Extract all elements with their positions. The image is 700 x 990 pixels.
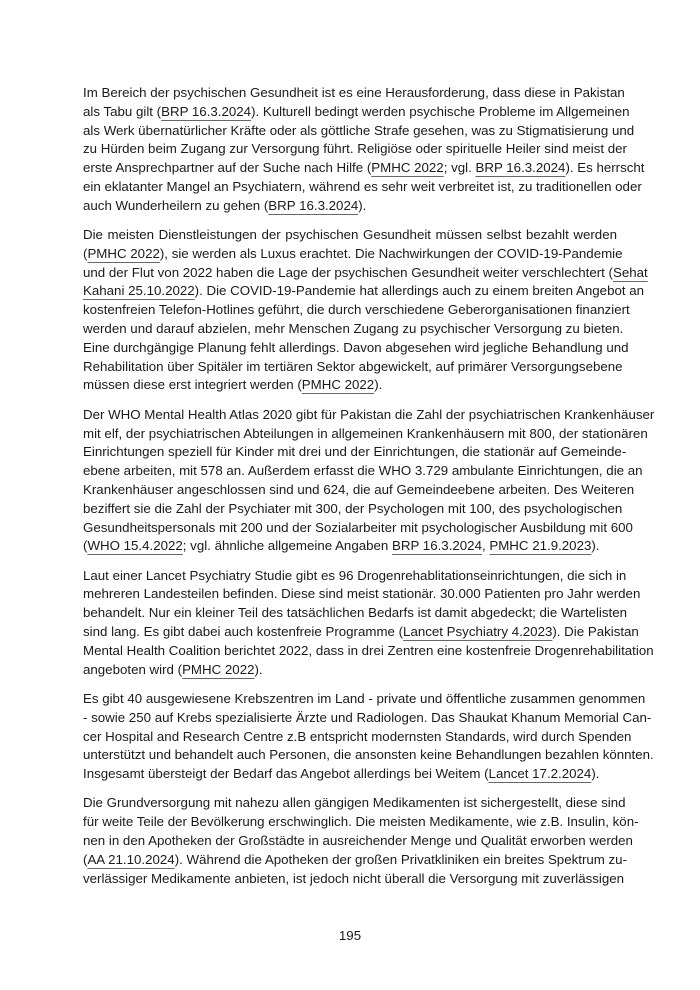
text-segment: ; vgl.	[443, 160, 476, 176]
text-segment: sind lang. Es gibt dabei auch kostenfreie Programme (	[83, 624, 404, 640]
text-line	[83, 358, 623, 377]
text-segment: ).	[358, 197, 367, 213]
text-line	[83, 567, 627, 586]
citation-link[interactable]: AA 21.10.2024	[87, 851, 175, 867]
text-line	[83, 519, 633, 538]
text-segment: ebene arbeiten, mit 578 an. Außerdem erfasst die WHO 3.729 ambulante Einrichtungen, die an	[83, 463, 643, 479]
text-segment: (	[83, 245, 88, 261]
text-line	[83, 746, 654, 765]
text-segment: ).	[374, 377, 383, 393]
text-line	[83, 661, 617, 680]
text-segment: (	[83, 538, 88, 554]
citation-link[interactable]: Lancet Psychiatry 4.2023	[403, 624, 553, 640]
text-segment: angeboten wird (	[83, 661, 183, 677]
text-segment: verlässiger Medikamente anbieten, ist jedoch nicht überall die Versorgung mit zuverlässigen	[83, 870, 625, 886]
text-segment: ).	[254, 661, 263, 677]
citation-link[interactable]: BRP 16.3.2024	[475, 160, 566, 176]
text-line	[83, 339, 629, 358]
text-segment: Krankenhäuser angeschlossen sind und 624, die auf Gemeindeebene arbeiten. Des Weiteren	[83, 481, 635, 497]
text-line	[83, 264, 648, 283]
text-segment: ). Kulturell bedingt werden psychische Probleme im Allgemeinen	[251, 103, 630, 119]
text-line	[83, 794, 626, 813]
text-segment: ). Es herrscht	[565, 160, 645, 176]
text-segment: Einrichtungen speziell für Kinder mit drei und der Einrichtungen, die stationär auf Gemeinde-	[83, 444, 627, 460]
text-segment: auch Wunderheilern zu gehen (	[83, 197, 269, 213]
text-segment: Mental Health Coalition berichtet 2022, dass in drei Zentren eine kostenfreie Drogenrehabilitation	[83, 642, 654, 658]
text-line	[83, 813, 639, 832]
text-line	[83, 178, 642, 197]
text-line	[83, 481, 635, 500]
paragraph-mental-health-taboo	[83, 84, 645, 216]
text-line	[83, 320, 624, 339]
citation-link[interactable]: PMHC 2022	[87, 245, 160, 261]
text-segment: behandelt. Nur ein kleiner Teil des tatsächlichen Bedarfs ist damit abgedeckt; die Wartelisten	[83, 605, 627, 621]
text-line	[83, 103, 630, 122]
text-line	[83, 585, 641, 604]
text-segment: ).	[591, 766, 600, 782]
text-segment: ), sie werden als Luxus erachtet. Die Nachwirkungen der COVID-19-Pandemie	[159, 245, 623, 261]
text-line	[83, 537, 617, 556]
citation-link[interactable]: PMHC 2022	[301, 377, 375, 393]
text-segment: müssen diese erst integriert werden (	[83, 377, 302, 393]
citation-link[interactable]: PMHC 2022	[182, 661, 255, 677]
text-segment: ). Die COVID-19-Pandemie hat allerdings auch zu einem breiten Angebot an	[194, 283, 645, 299]
text-line	[83, 197, 617, 216]
citation-link[interactable]: BRP 16.3.2024	[268, 197, 359, 213]
text-line	[83, 301, 630, 320]
citation-link[interactable]: Sehat	[612, 264, 648, 280]
page-number: 195	[338, 928, 362, 943]
text-segment: - sowie 250 auf Krebs spezialisierte Ärzte und Radiologen. Das Shaukat Khanum Memorial Can-	[83, 709, 652, 725]
text-segment: als Tabu gilt (	[83, 103, 162, 119]
text-segment: werden und darauf abzielen, mehr Menschen Zugang zu psychischer Versorgung zu bieten.	[83, 321, 624, 337]
text-segment: ). Die Pakistan	[552, 624, 639, 640]
text-segment: Insgesamt übersteigt der Bedarf das Angebot allerdings bei Weitem (	[83, 766, 489, 782]
citation-link[interactable]: BRP 16.3.2024	[392, 538, 482, 554]
text-line	[83, 282, 645, 301]
text-segment: ,	[481, 538, 490, 554]
text-segment: Rehabilitation über Spitäler im tertiären Sektor abgewickelt, auf primärer Versorgungsebene	[83, 358, 623, 374]
citation-link[interactable]: PMHC 2022	[371, 160, 444, 176]
citation-link[interactable]: Lancet 17.2.2024	[488, 766, 592, 782]
text-line	[83, 832, 633, 851]
text-segment: zu Hürden beim Zugang zur Versorgung führt. Religiöse oder spirituelle Heiler sind meist der	[83, 141, 627, 157]
document-body	[83, 84, 655, 899]
text-segment: mit elf, der psychiatrischen Abteilungen in allgemeinen Krankenhäusern mit 800, der stationären	[83, 425, 648, 441]
text-line	[83, 226, 617, 245]
text-segment: Gesundheitspersonals mit 200 und der Sozialarbeiter mit psychologischer Ausbildung mit 600	[83, 519, 633, 535]
text-segment: mehreren Landesteilen befinden. Diese sind meist stationär. 30.000 Patienten pro Jahr werden	[83, 586, 641, 602]
text-line	[83, 462, 643, 481]
citation-link[interactable]: PMHC 21.9.2023	[489, 538, 592, 554]
text-line	[83, 140, 627, 159]
text-line	[83, 406, 655, 425]
text-line	[83, 623, 639, 642]
text-line	[83, 870, 625, 889]
paragraph-who-atlas	[83, 406, 655, 556]
text-line	[83, 690, 646, 709]
text-line	[83, 765, 617, 784]
text-line	[83, 443, 627, 462]
text-segment: ein eklatanter Mangel an Psychiatern, während es sehr weit verbreitet ist, zu traditionellen oder	[83, 178, 642, 194]
citation-link[interactable]: BRP 16.3.2024	[161, 103, 252, 119]
text-line	[83, 425, 648, 444]
text-segment: Eine durchgängige Planung fehlt allerdings. Davon abgesehen wird jegliche Behandlung und	[83, 339, 629, 355]
text-segment: (	[83, 851, 88, 867]
text-line	[83, 709, 652, 728]
text-line	[83, 159, 645, 178]
text-segment: Es gibt 40 ausgewiesene Krebszentren im Land - private und öffentliche zusammen genommen	[83, 690, 646, 706]
text-segment: ; vgl. ähnliche allgemeine Angaben	[182, 538, 393, 554]
text-segment: nen in den Apotheken der Großstädte in ausreichender Menge und Qualität erworben werden	[83, 832, 633, 848]
text-line	[83, 642, 654, 661]
text-segment: Der WHO Mental Health Atlas 2020 gibt für Pakistan die Zahl der psychiatrischen Krankenhäuser	[83, 406, 655, 422]
text-segment: Im Bereich der psychischen Gesundheit ist es eine Herausforderung, dass diese in Pakistan	[83, 85, 625, 100]
paragraph-mental-health-costs	[83, 226, 648, 395]
text-line	[83, 122, 635, 141]
text-line	[83, 376, 617, 395]
text-segment: unterstützt und behandelt auch Personen, die ansonsten keine Behandlungen bezahlen könnten.	[83, 747, 654, 763]
paragraph-drug-rehabilitation	[83, 567, 654, 680]
text-line	[83, 500, 623, 519]
text-segment: Die Grundversorgung mit nahezu allen gängigen Medikamenten ist sichergestellt, diese sind	[83, 795, 626, 811]
text-segment: ).	[591, 538, 600, 554]
paragraph-cancer-centres	[83, 690, 654, 784]
text-segment: Laut einer Lancet Psychiatry Studie gibt es 96 Drogenrehablitationseinrichtungen, die sich in	[83, 567, 627, 583]
text-line	[83, 728, 632, 747]
text-segment: und der Flut von 2022 haben die Lage der psychischen Gesundheit weiter verschlechtert (	[83, 264, 613, 280]
text-line	[83, 851, 628, 870]
text-line	[83, 604, 627, 623]
text-segment: cer Hospital and Research Centre z.B entspricht modernsten Standards, wird durch Spenden	[83, 728, 632, 744]
text-line	[83, 84, 625, 103]
text-segment: Die meisten Dienstleistungen der psychischen Gesundheit müssen selbst bezahlt werden	[83, 227, 617, 243]
text-segment: kostenfreien Telefon-Hotlines geführt, die durch verschiedene Geberorganisationen finanziert	[83, 302, 630, 318]
text-line	[83, 245, 623, 264]
text-segment: als Werk übernatürlicher Kräfte oder als göttliche Strafe gesehen, was zu Stigmatisierung und	[83, 122, 635, 138]
text-segment: ). Während die Apotheken der großen Privatkliniken ein breites Spektrum zu-	[174, 851, 628, 867]
paragraph-medication-supply	[83, 794, 639, 888]
citation-link[interactable]: WHO 15.4.2022	[87, 538, 183, 554]
text-segment: für weite Teile der Bevölkerung erschwinglich. Die meisten Medikamente, wie z.B. Insulin, kön-	[83, 814, 639, 830]
text-segment: beziffert sie die Zahl der Psychiater mit 300, der Psychologen mit 100, des psychologischen	[83, 500, 623, 516]
citation-link[interactable]: Kahani 25.10.2022	[83, 283, 195, 299]
text-segment: erste Ansprechpartner auf der Suche nach Hilfe (	[83, 160, 372, 176]
